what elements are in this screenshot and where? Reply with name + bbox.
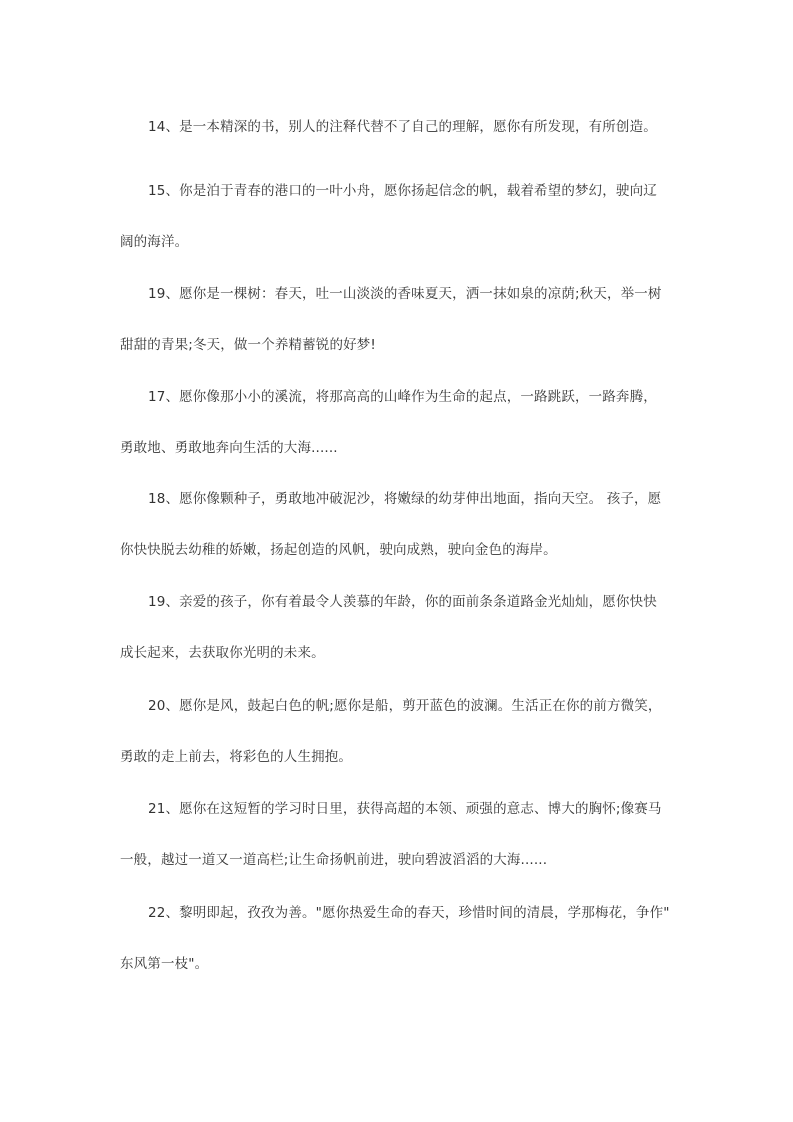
paragraph-line: 一般，越过一道又一道高栏;让生命扬帆前进，驶向碧波滔滔的大海...... xyxy=(120,852,548,868)
paragraph-17 xyxy=(120,372,680,474)
paragraph-line: 22、黎明即起，孜孜为善。"愿你热爱生命的春天，珍惜时间的清晨，学那梅花，争作" xyxy=(148,905,670,921)
paragraph-line: 你快快脱去幼稚的娇嫩，扬起创造的风帆，驶向成熟，驶向金色的海岸。 xyxy=(120,542,557,558)
paragraph-21 xyxy=(120,784,680,886)
paragraph-18 xyxy=(120,474,680,576)
paragraph-line: 甜甜的青果;冬天，做一个养精蓄锐的好梦! xyxy=(120,337,376,353)
paragraph-line: 勇敢地、勇敢地奔向生活的大海...... xyxy=(120,440,338,456)
paragraph-line: 17、愿你像那小小的溪流，将那高高的山峰作为生命的起点，一路跳跃，一路奔腾， xyxy=(148,389,657,405)
paragraph-22 xyxy=(120,888,680,990)
paragraph-19-tree xyxy=(120,269,680,371)
paragraph-20 xyxy=(120,681,680,783)
paragraph-line: 20、愿你是风，鼓起白色的帆;愿你是船，剪开蓝色的波澜。生活正在你的前方微笑， xyxy=(148,698,662,714)
paragraph-line: 成长起来，去获取你光明的未来。 xyxy=(120,645,325,661)
paragraph-line: 19、愿你是一棵树：春天，吐一山淡淡的香味夏天，洒一抹如泉的凉荫;秋天，举一树 xyxy=(148,286,662,302)
paragraph-line: 19、亲爱的孩子，你有着最令人羡慕的年龄，你的面前条条道路金光灿灿，愿你快快 xyxy=(148,594,657,610)
paragraph-15 xyxy=(120,166,680,268)
paragraph-line: 东风第一枝"。 xyxy=(120,956,209,972)
paragraph-14 xyxy=(120,102,680,153)
paragraph-line: 18、愿你像颗种子，勇敢地冲破泥沙，将嫩绿的幼芽伸出地面，指向天空。 孩子，愿 xyxy=(148,491,662,507)
paragraph-line: 勇敢的走上前去，将彩色的人生拥抱。 xyxy=(120,749,353,765)
paragraph-line: 15、你是泊于青春的港口的一叶小舟，愿你扬起信念的帆，载着希望的梦幻，驶向辽 xyxy=(148,183,657,199)
paragraph-19-child xyxy=(120,577,680,679)
paragraph-line: 14、是一本精深的书，别人的注释代替不了自己的理解，愿你有所发现，有所创造。 xyxy=(148,119,657,135)
paragraph-line: 21、愿你在这短暂的学习时日里，获得高超的本领、顽强的意志、博大的胸怀;像赛马 xyxy=(148,801,662,817)
paragraph-line: 阔的海洋。 xyxy=(120,234,189,250)
